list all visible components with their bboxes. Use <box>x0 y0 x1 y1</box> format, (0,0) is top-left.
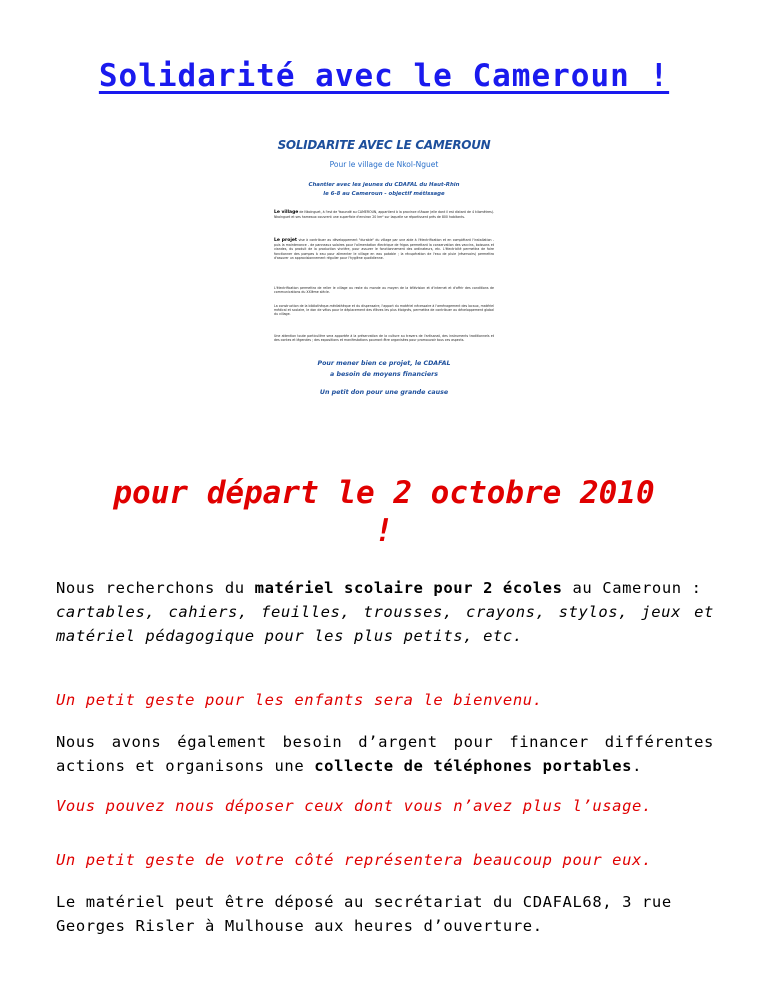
departure-line-2: ! <box>374 513 394 549</box>
drop-off-text: Vous pouvez nous déposer ceux dont vous n’avez plus l’usage. <box>56 797 652 815</box>
money-phones-paragraph: Nous avons également besoin d’argent pour financer différentes actions et organisons une collecte de téléphones portables. <box>56 733 714 775</box>
flyer-heading: SOLIDARITE AVEC LE CAMEROUN <box>277 138 491 152</box>
drop-location-paragraph: Le matériel peut être déposé au secrétariat du CDAFAL68, 3 rue Georges Risler à Mulhouse aux heures d’ouverture. <box>56 893 672 935</box>
small-gesture-text: Un petit geste pour les enfants sera le bienvenu. <box>56 691 543 709</box>
departure-line-1: pour départ le 2 octobre 2010 <box>113 475 655 511</box>
school-supplies-paragraph: Nous recherchons du matériel scolaire pour 2 écoles au Cameroun : cartables, cahiers, feuilles, trousses, crayons, stylos, jeux et matériel pédagogique pour les plus petits, etc. <box>56 579 714 645</box>
flyer-call-2: a besoin de moyens financiers <box>330 371 438 378</box>
flyer-tagline-1: Chantier avec les jeunes du CDAFAL du Haut-Rhin <box>308 182 460 188</box>
flyer-footer: Un petit don pour une grande cause <box>319 389 449 396</box>
flyer-paragraph-electrification: L'électrification permettra de relier le village au reste du monde au moyen de la télévision et d'internet et d'offrir des conditions de communications du XXIème siècle. <box>274 286 494 295</box>
page-title[interactable]: Solidarité avec le Cameroun ! <box>98 58 670 94</box>
flyer-paragraph-project: Le projet vise à contribuer au développement "durable" du village par une aide à l'électrification et en complétant l'installation - puis la maintenance - de panneaux solaires pour l'alimentation électrique de frigos permettant la conservation des vaccins, boissons et viandes, du produit de la production vivrière, pour assurer le fonctionnement des ordinateurs, etc. L'électricité permettra de faire fonctionner des pompes à eau pour alimenter le village en eau potable ; la récupération de l'eau de pluie (réservoirs) permettra d'assurer un approvisionnement régulier pour l'hygiène quotidienne. <box>274 238 495 260</box>
flyer-paragraph-village: Le village de Nkolnguet, à l'est de Yaoundé au CAMEROUN, appartient à la province d'Awae (elle dont il est distant de 4 kilomètres). Nkolnguet et ses hameaux couvrent une superficie d'environ 20 km² sur laquelle se répartissent près de 800 habitants. <box>274 210 494 220</box>
departure-heading <box>0 474 768 550</box>
phone-collection-bold: collecte de téléphones portables <box>314 757 633 775</box>
your-gesture-text: Un petit geste de votre côté représentera beaucoup pour eux. <box>56 851 652 869</box>
flyer-call-1: Pour mener bien ce projet, le CDAFAL <box>317 360 451 367</box>
flyer-paragraph-construction: La construction de la bibliothèque-médiathèque et du dispensaire, l'apport du matériel nécessaire à l'aménagement des locaux, matériel médical et scolaire, le don de vélos pour le déplacement des élèves les plus éloignés, permettra de contribuer au développement global du village. <box>274 304 494 317</box>
flyer-paragraph-culture: Une attention toute particulière sera apportée à la préservation de la culture au travers de l'artisanat, des instruments traditionnels et des contes et légendes ; des expositions et manifestations pourront être organisées pour promouvoir tous ces aspects. <box>274 334 494 343</box>
flyer-tagline-2: le 6-8 au Cameroun - objectif métissage <box>323 191 445 197</box>
flyer-image <box>266 130 502 402</box>
school-supplies-bold: matériel scolaire pour 2 écoles <box>254 579 563 597</box>
supplies-list: cartables, cahiers, feuilles, trousses, crayons, stylos, jeux et matériel pédagogique pour les plus petits, etc. <box>56 603 714 645</box>
flyer-subtitle: Pour le village de Nkol-Nguet <box>329 160 439 169</box>
